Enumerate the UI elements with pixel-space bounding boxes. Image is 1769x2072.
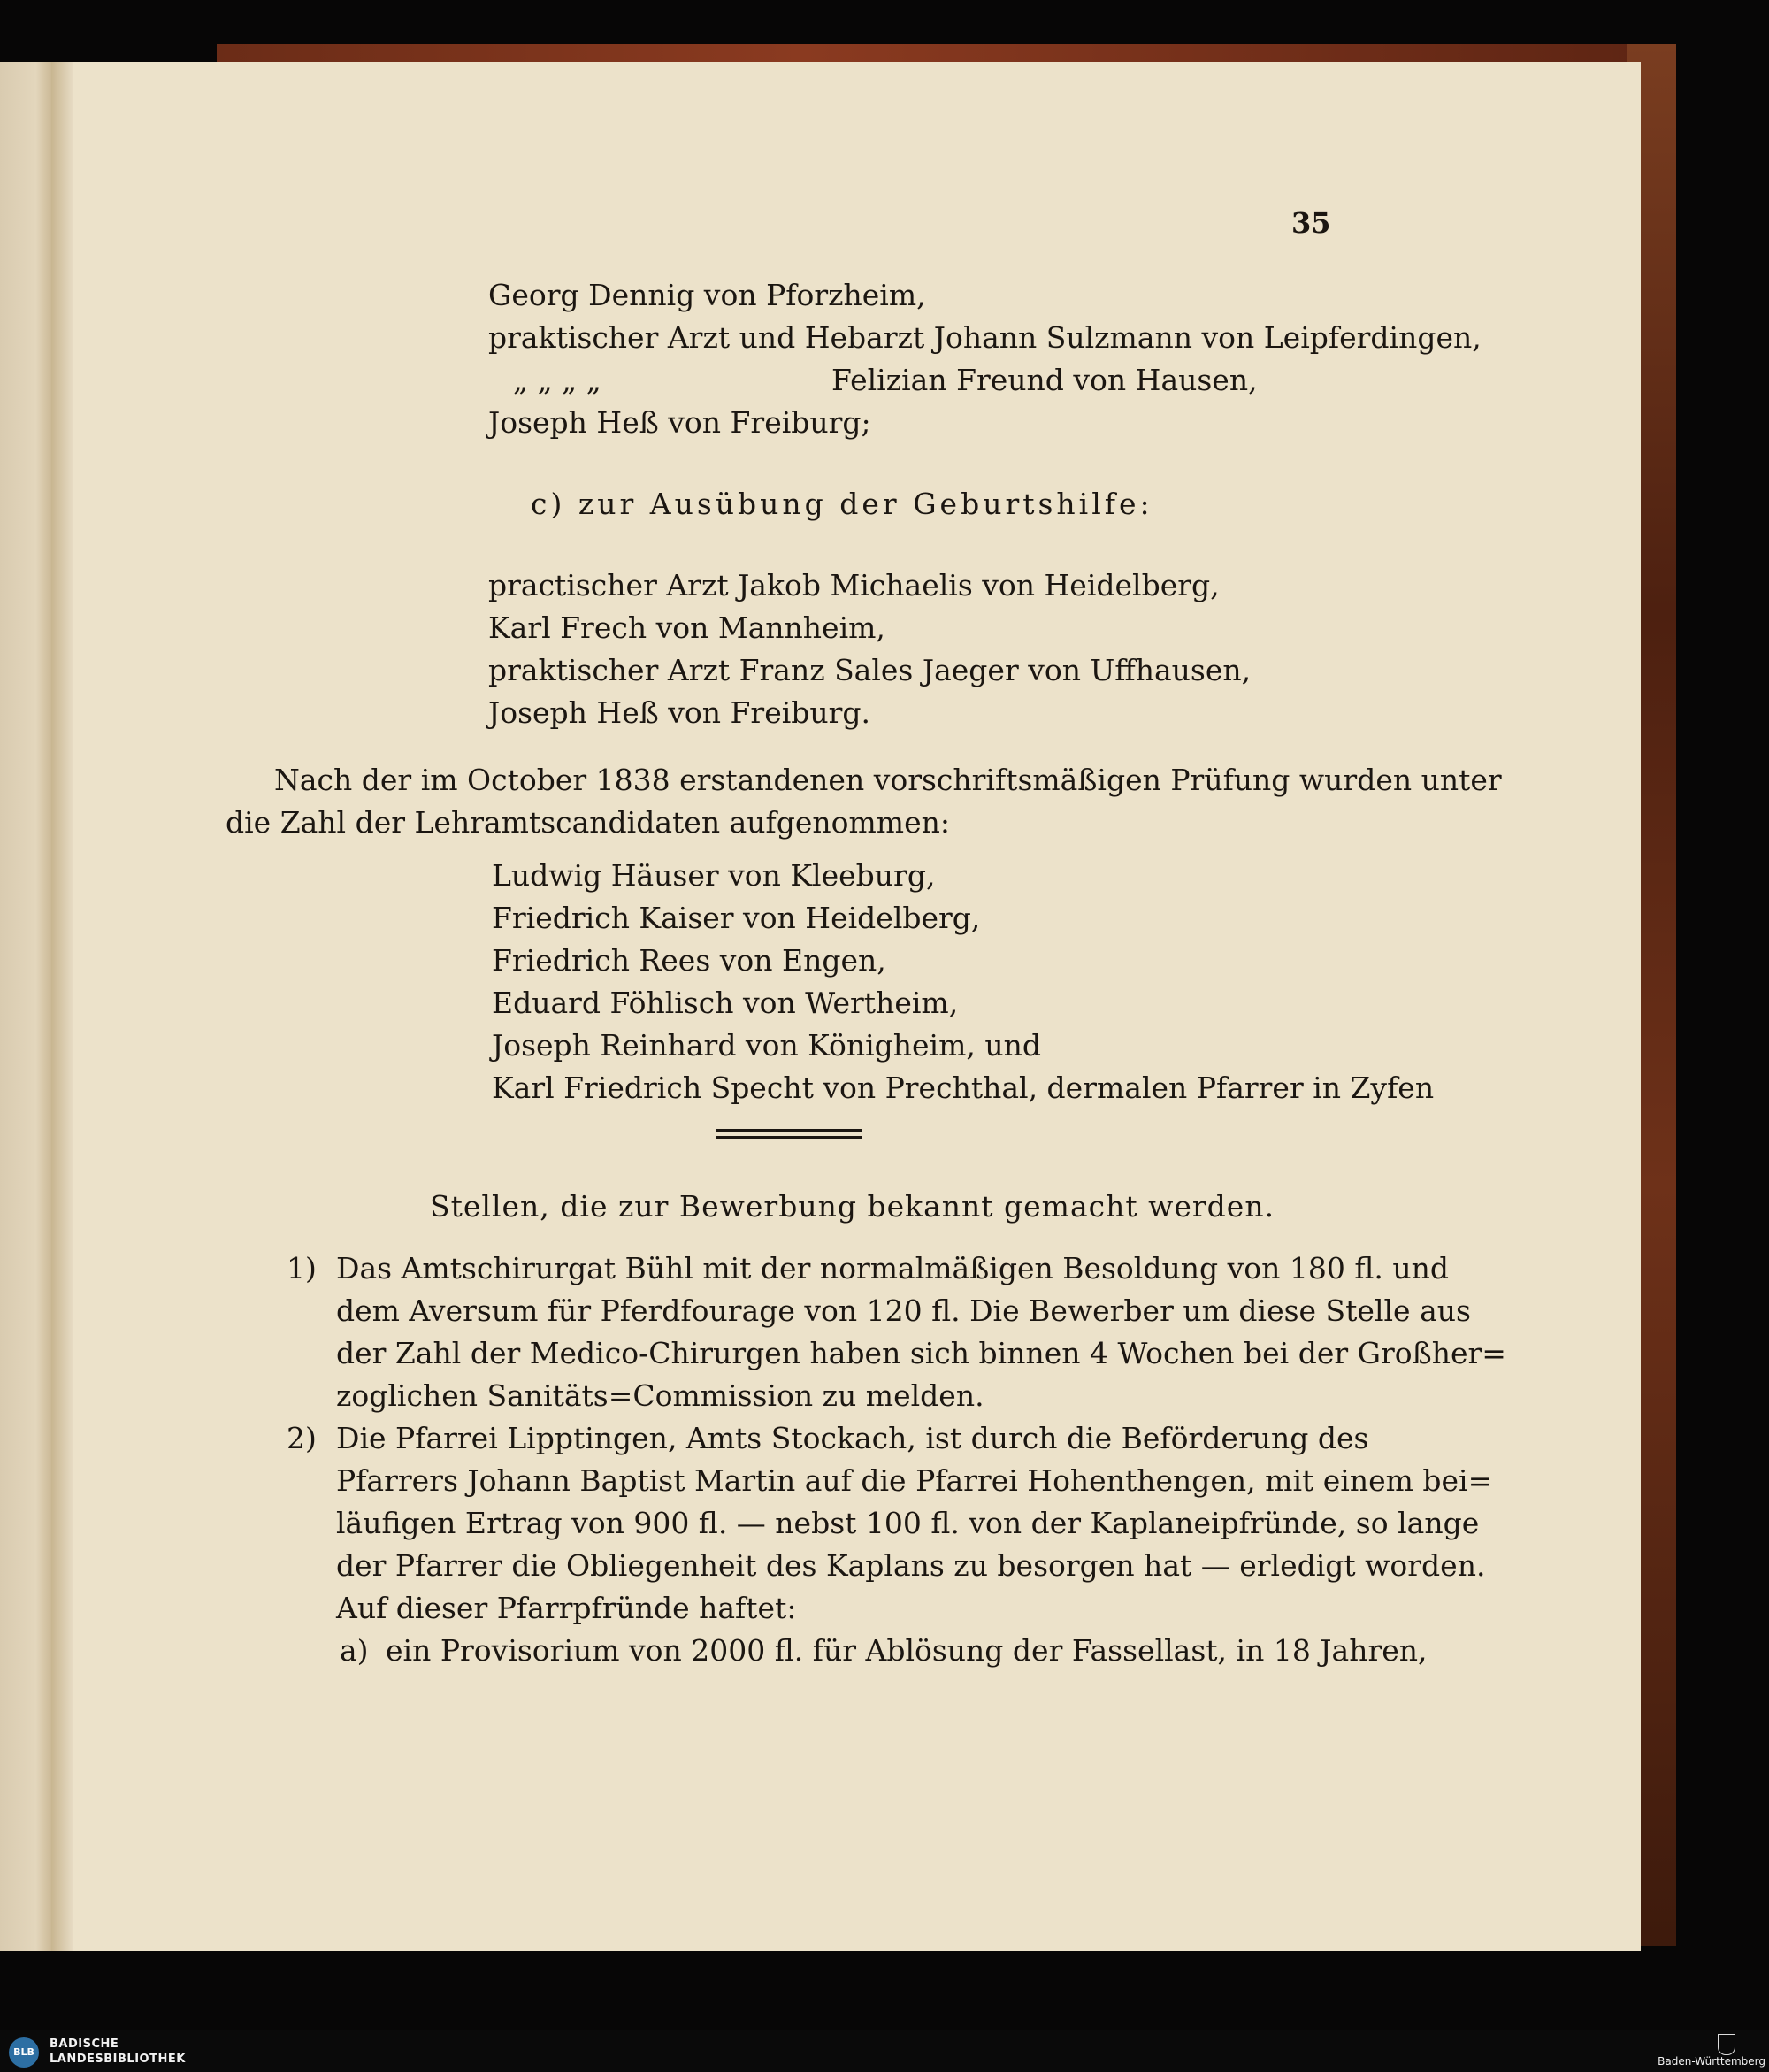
text-line: dem Aversum für Pferdfourage von 120 fl. Die Bewerber um diese Stelle aus	[336, 1293, 1471, 1328]
text-line: die Zahl der Lehramtscandidaten aufgenommen:	[226, 805, 950, 840]
text-line: ein Provisorium von 2000 fl. für Ablösung der Fassellast, in 18 Jahren,	[386, 1633, 1428, 1668]
text-line: Nach der im October 1838 erstandenen vorschriftsmäßigen Prüfung wurden unter	[274, 763, 1502, 797]
text-line: Karl Friedrich Specht von Prechthal, dermalen Pfarrer in Zyfen	[492, 1071, 1435, 1105]
book-page	[0, 62, 1641, 1951]
library-logo-icon: BLB	[9, 2037, 39, 2068]
text-line: praktischer Arzt Franz Sales Jaeger von Uffhausen,	[488, 653, 1252, 687]
text-line: Friedrich Rees von Engen,	[492, 943, 886, 978]
separator-rule	[716, 1129, 862, 1132]
item-number: 1)	[287, 1251, 317, 1285]
item-number: 2)	[287, 1421, 317, 1455]
item-letter: a)	[340, 1633, 369, 1668]
text-line: Ludwig Häuser von Kleeburg,	[492, 858, 936, 893]
text-line: Friedrich Kaiser von Heidelberg,	[492, 901, 981, 935]
state-name: Baden-Württemberg	[1658, 2055, 1765, 2068]
text-line: praktischer Arzt und Hebarzt Johann Sulzmann von Leipferdingen,	[488, 320, 1482, 355]
footer-bar	[0, 2030, 1769, 2072]
text-line: Das Amtschirurgat Bühl mit der normalmäßigen Besoldung von 180 fl. und	[336, 1251, 1449, 1285]
text-line: Karl Frech von Mannheim,	[488, 610, 885, 645]
subheading: c) zur Ausübung der Geburtshilfe:	[531, 487, 1153, 521]
page-number: 35	[1291, 206, 1331, 240]
text-line: der Zahl der Medico-Chirurgen haben sich binnen 4 Wochen bei der Großher=	[336, 1336, 1506, 1370]
section-heading: Stellen, die zur Bewerbung bekannt gemacht werden.	[430, 1189, 1275, 1224]
text-line: Joseph Heß von Freiburg;	[488, 405, 871, 440]
text-line: Felizian Freund von Hausen,	[831, 363, 1258, 397]
library-name-line1: BADISCHE	[50, 2037, 119, 2051]
text-line: Die Pfarrei Lipptingen, Amts Stockach, ist durch die Beförderung des	[336, 1421, 1369, 1455]
library-name-line2: LANDESBIBLIOTHEK	[50, 2053, 186, 2066]
text-line: zoglichen Sanitäts=Commission zu melden.	[336, 1378, 984, 1413]
separator-rule	[716, 1136, 862, 1139]
state-crest-icon	[1718, 2034, 1735, 2055]
text-line: Eduard Föhlisch von Wertheim,	[492, 986, 959, 1020]
ditto-marks: „ „ „ „	[513, 363, 601, 397]
text-line: Pfarrers Johann Baptist Martin auf die Pfarrei Hohenthengen, mit einem bei=	[336, 1463, 1493, 1498]
text-line: Georg Dennig von Pforzheim,	[488, 278, 926, 312]
text-line: der Pfarrer die Obliegenheit des Kaplans zu besorgen hat — erledigt worden.	[336, 1548, 1486, 1583]
page-text	[0, 62, 1641, 1951]
text-line: Joseph Heß von Freiburg.	[488, 695, 871, 730]
text-line: Joseph Reinhard von Königheim, und	[492, 1028, 1041, 1063]
text-line: practischer Arzt Jakob Michaelis von Heidelberg,	[488, 568, 1220, 602]
text-line: läufigen Ertrag von 900 fl. — nebst 100 fl. von der Kaplaneipfründe, so lange	[336, 1506, 1480, 1540]
text-line: Auf dieser Pfarrpfründe haftet:	[336, 1591, 797, 1625]
